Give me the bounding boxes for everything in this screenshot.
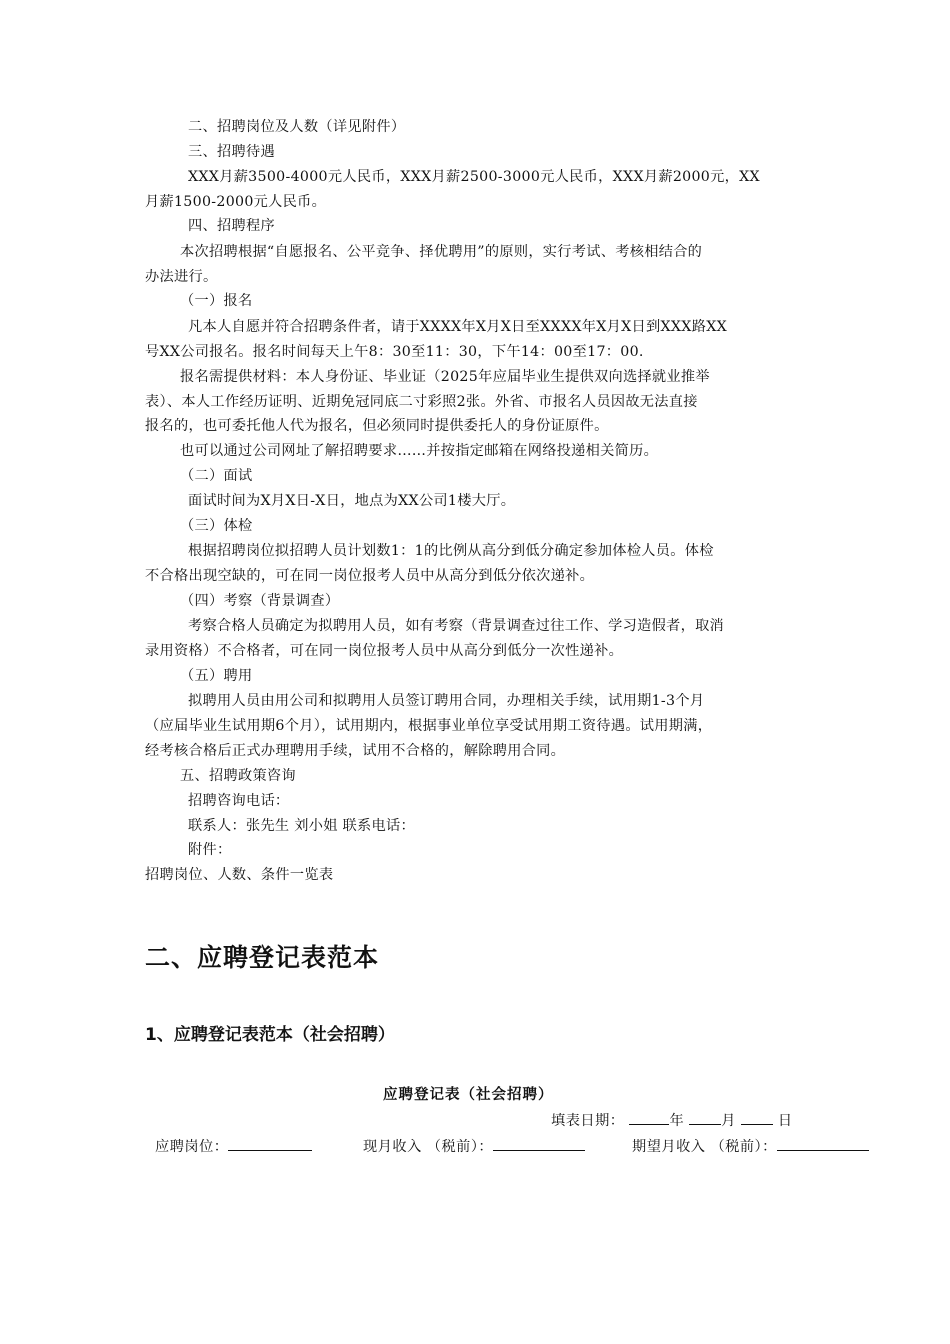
day-unit: 日 bbox=[777, 1113, 793, 1129]
expected-income-field bbox=[632, 1136, 869, 1157]
position-blank[interactable] bbox=[228, 1136, 312, 1151]
registration-text-line: 号XX公司报名。报名时间每天上午8：30至11：30，下午14：00至17：00. bbox=[145, 344, 644, 360]
attachment-item: 招聘岗位、人数、条件一览表 bbox=[145, 867, 334, 883]
subheading-registration: （一）报名 bbox=[180, 293, 253, 309]
position-label: 应聘岗位： bbox=[155, 1139, 229, 1155]
section-heading-salary: 三、招聘待遇 bbox=[188, 144, 275, 160]
registration-text-line: 凡本人自愿并符合招聘条件者，请于XXXX年X月X日至XXXX年X月X日到XXX路XX bbox=[188, 319, 727, 335]
inspection-text-line: 考察合格人员确定为拟聘用人员，如有考察（背景调查过往工作、学习造假者，取消 bbox=[188, 618, 725, 634]
section-heading: 二、应聘登记表范本 bbox=[145, 943, 380, 972]
subheading-interview: （二）面试 bbox=[180, 468, 253, 484]
section-heading-positions: 二、招聘岗位及人数（详见附件） bbox=[188, 119, 406, 135]
year-blank[interactable] bbox=[629, 1110, 669, 1125]
position-field bbox=[155, 1136, 312, 1157]
procedure-text-line: 办法进行。 bbox=[145, 269, 218, 285]
interview-text-line: 面试时间为X月X日-X日，地点为XX公司1楼大厅。 bbox=[188, 493, 516, 509]
month-unit: 月 bbox=[721, 1113, 736, 1129]
materials-text-line: 报名需提供材料：本人身份证、毕业证（2025年应届毕业生提供双向选择就业推举 bbox=[180, 369, 710, 385]
inspection-text-line: 录用资格）不合格者，可在同一岗位报考人员中从高分到低分一次性递补。 bbox=[145, 643, 624, 659]
section-heading-consultation: 五、招聘政策咨询 bbox=[180, 768, 296, 784]
subsection-heading: 1、应聘登记表范本（社会招聘） bbox=[145, 1025, 395, 1045]
subheading-inspection: （四）考察（背景调查） bbox=[180, 593, 340, 609]
month-blank[interactable] bbox=[689, 1110, 721, 1125]
year-unit: 年 bbox=[669, 1113, 685, 1129]
consultation-phone-line: 招聘咨询电话： bbox=[188, 793, 290, 809]
employment-text-line: 拟聘用人员由用公司和拟聘用人员签订聘用合同，办理相关手续，试用期1-3个月 bbox=[188, 693, 705, 709]
salary-text-line: XXX月薪3500-4000元人民币，XXX月薪2500-3000元人民币，XXX月薪2000元，XX bbox=[188, 169, 760, 185]
employment-text-line: 经考核合格后正式办理聘用手续，试用不合格的，解除聘用合同。 bbox=[145, 743, 566, 759]
subheading-medical: （三）体检 bbox=[180, 518, 253, 534]
current-income-field bbox=[363, 1136, 585, 1157]
employment-text-line: （应届毕业生试用期6个月），试用期内，根据事业单位享受试用期工资待遇。试用期满， bbox=[145, 718, 713, 734]
procedure-text-line: 本次招聘根据“自愿报名、公平竞争、择优聘用”的原则，实行考试、考核相结合的 bbox=[180, 244, 703, 260]
medical-text-line: 根据招聘岗位拟招聘人员计划数1：1的比例从高分到低分确定参加体检人员。体检 bbox=[188, 543, 714, 559]
day-blank[interactable] bbox=[741, 1110, 773, 1125]
section-heading-procedure: 四、招聘程序 bbox=[188, 218, 275, 234]
materials-text-line: 报名的，也可委托他人代为报名，但必须同时提供委托人的身份证原件。 bbox=[145, 418, 609, 434]
salary-text-line: 月薪1500-2000元人民币。 bbox=[145, 194, 327, 210]
materials-text-line: 表）、本人工作经历证明、近期免冠同底二寸彩照2张。外省、市报名人员因故无法直接 bbox=[145, 394, 698, 410]
expected-income-label: 期望月收入 （税前）： bbox=[632, 1139, 777, 1155]
fill-date-field bbox=[551, 1110, 793, 1131]
online-application-line: 也可以通过公司网址了解招聘要求……并按指定邮箱在网络投递相关简历。 bbox=[180, 443, 659, 459]
expected-income-blank[interactable] bbox=[777, 1136, 869, 1151]
fill-date-label: 填表日期： bbox=[551, 1113, 625, 1129]
medical-text-line: 不合格出现空缺的，可在同一岗位报考人员中从高分到低分依次递补。 bbox=[145, 568, 595, 584]
current-income-blank[interactable] bbox=[493, 1136, 585, 1151]
subheading-employment: （五）聘用 bbox=[180, 668, 253, 684]
contact-person-line: 联系人：张先生 刘小姐 联系电话： bbox=[188, 818, 415, 834]
form-title: 应聘登记表（社会招聘） bbox=[383, 1086, 554, 1103]
current-income-label: 现月收入 （税前）： bbox=[363, 1139, 494, 1155]
attachment-label: 附件： bbox=[188, 842, 232, 858]
